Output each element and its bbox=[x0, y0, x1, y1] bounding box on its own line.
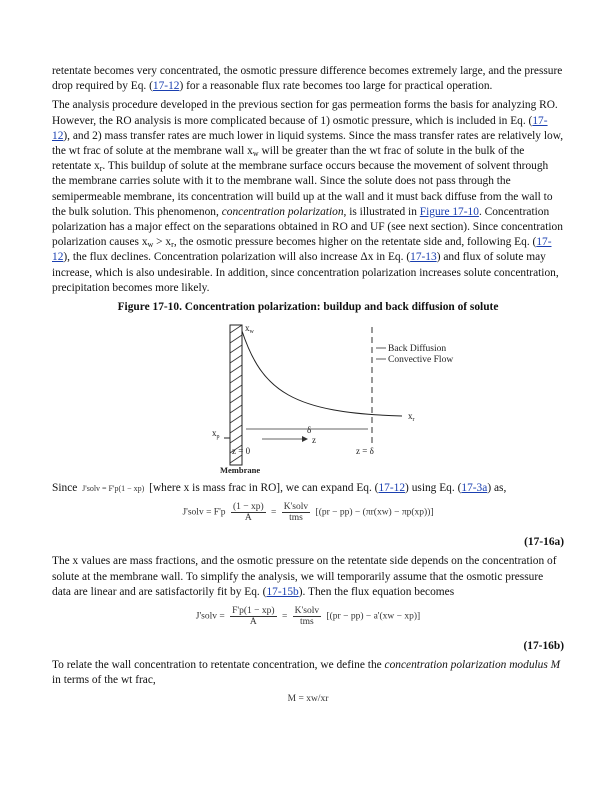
paragraph-5 bbox=[52, 658, 564, 688]
z-delta-label: z = δ bbox=[356, 446, 374, 457]
eq-lhs: J'solv = F'p bbox=[182, 508, 226, 519]
subscript: w bbox=[252, 149, 259, 159]
eq-rhs: [(pr − pp) − (πr(xw) − πp(xp))] bbox=[315, 508, 434, 519]
link-eq-17-12[interactable]: 17-12 bbox=[378, 482, 406, 495]
concentration-polarization-diagram bbox=[202, 321, 454, 481]
equation-number: (17-16b) bbox=[523, 640, 564, 653]
z-axis-arrowhead bbox=[302, 436, 308, 442]
subscript: r bbox=[99, 164, 103, 174]
xw-label: $x_w$ bbox=[245, 323, 254, 336]
z-zero-label: z = 0 bbox=[232, 446, 251, 457]
text: Since bbox=[52, 482, 81, 495]
text: ). Then the flux equation becomes bbox=[298, 585, 455, 598]
equation-17-16b-body bbox=[52, 606, 564, 627]
link-eq-17-12[interactable]: 17-12 bbox=[52, 114, 548, 142]
text: will be greater than the wt frac of solute in the bulk of the retentate x bbox=[52, 145, 525, 173]
eq-sign: = bbox=[271, 508, 277, 519]
xr-label: $x_r$ bbox=[408, 411, 415, 424]
text: To relate the wall concentration to retentate concentration, we define the bbox=[52, 659, 385, 672]
eq-denominator: A bbox=[249, 617, 257, 628]
document-page bbox=[52, 64, 564, 712]
paragraph-1 bbox=[52, 64, 564, 94]
eq-fraction-1 bbox=[231, 502, 266, 523]
text: , the osmotic pressure becomes higher on the retentate side and, following Eq. ( bbox=[173, 236, 537, 249]
emphasis: concentration polarization modulus M bbox=[384, 659, 561, 672]
eq-numerator: K'solv bbox=[283, 502, 309, 513]
equation-modulus-body: M = xw/xr bbox=[287, 694, 329, 705]
text: in terms of the wt frac, bbox=[52, 674, 156, 687]
eq-lhs: J'solv = bbox=[195, 611, 225, 622]
text: ) and flux of solute may increase, which is also undesirable. In addition, since concentration polarization increases solute concentration, precipitation becomes more likely. bbox=[52, 251, 559, 294]
link-eq-17-15b[interactable]: 17-15b bbox=[266, 585, 299, 598]
figure-17-10 bbox=[52, 321, 564, 481]
equation-17-16b bbox=[52, 604, 564, 638]
inline-flux-equation: J'solv = F'p(1 − xp) bbox=[82, 484, 145, 494]
z-label: z bbox=[312, 435, 316, 446]
eq-rhs: [(pr − pp) − a'(xw − xp)] bbox=[326, 611, 421, 622]
text: [where x is mass frac in RO], we can expand Eq. ( bbox=[146, 482, 379, 495]
equation-modulus bbox=[52, 692, 564, 712]
membrane-label: Membrane bbox=[220, 465, 261, 476]
text: . Concentration polarization has a major effect on the separations obtained in RO and UF (see next section). Since concentration polarization causes x bbox=[52, 205, 563, 249]
paragraph-2 bbox=[52, 98, 564, 296]
eq-fraction-1 bbox=[230, 606, 276, 627]
back-diffusion-label: Back Diffusion bbox=[388, 344, 447, 355]
equation-number: (17-16a) bbox=[524, 536, 564, 549]
emphasis: concentration polarization bbox=[221, 205, 344, 218]
equation-17-16a-body bbox=[52, 502, 564, 523]
paragraph-3 bbox=[52, 481, 564, 496]
link-eq-17-12[interactable]: 17-12 bbox=[52, 236, 552, 264]
eq-numerator: K'solv bbox=[294, 606, 320, 617]
link-figure-17-10[interactable]: Figure 17-10 bbox=[419, 205, 479, 218]
eq-fraction-2 bbox=[293, 606, 321, 627]
link-eq-17-12[interactable]: 17-12 bbox=[152, 80, 180, 93]
eq-denominator: tms bbox=[289, 513, 303, 524]
text: The x values are mass fractions, and the osmotic pressure on the retentate side depends on the concentration of solute at the membrane wall. To simplify the analysis, we will temporarily assume that the osmotic pressure data are linear and are satisfactorily fit by Eq. ( bbox=[52, 555, 557, 598]
eq-numerator: F'p(1 − xp) bbox=[232, 606, 275, 617]
xp-label: $x_p$ bbox=[212, 428, 220, 441]
eq-sign: = bbox=[281, 611, 288, 622]
convective-flow-label: Convective Flow bbox=[388, 355, 454, 366]
eq-denominator: tms bbox=[300, 617, 314, 628]
eq-denominator: A bbox=[244, 513, 252, 524]
text: retentate becomes very concentrated, the osmotic pressure difference becomes extremely large, and the pressure drop required by Eq. ( bbox=[52, 65, 563, 93]
subscript: w bbox=[147, 240, 154, 250]
text: ), and 2) mass transfer rates are much lower in liquid systems. Since the mass transfer rates are relatively low, the wt frac of solute at the membrane wall x bbox=[52, 129, 564, 158]
text: The analysis procedure developed in the previous section for gas permeation forms the basis for analyzing RO. However, the RO analysis is more complicated because of 1) osmotic pressure, which is included in Eq. ( bbox=[52, 99, 558, 127]
link-eq-17-3a[interactable]: 17-3a bbox=[461, 482, 488, 495]
eq-numerator: (1 − xp) bbox=[232, 502, 264, 513]
concentration-curve bbox=[242, 331, 402, 416]
subscript: r bbox=[171, 240, 174, 250]
paragraph-4 bbox=[52, 554, 564, 600]
text: , is illustrated in bbox=[343, 205, 420, 218]
text: . This buildup of solute at the membrane surface occurs because the movement of solvent through the membrane carries solute with it to the membrane wall. Since the solute does not pass through the semipermeable membrane, its concentration will build up at the wall and it must back diffuse from the wall to the bulk solution. This phenomenon, bbox=[52, 160, 553, 218]
link-eq-17-13[interactable]: 17-13 bbox=[410, 251, 437, 264]
text: ) as, bbox=[487, 482, 507, 495]
text: ) using Eq. ( bbox=[405, 482, 462, 495]
delta-label: δ bbox=[307, 425, 312, 436]
text: ), the flux declines. Concentration polarization will also increase Δx in Eq. ( bbox=[63, 251, 411, 264]
eq-fraction-2 bbox=[282, 502, 310, 523]
text: ) for a reasonable flux rate becomes too large for practical operation. bbox=[179, 80, 493, 93]
text: > x bbox=[153, 236, 172, 249]
figure-caption: Figure 17-10. Concentration polarization: buildup and back diffusion of solute bbox=[117, 301, 499, 314]
equation-17-16a bbox=[52, 500, 564, 534]
